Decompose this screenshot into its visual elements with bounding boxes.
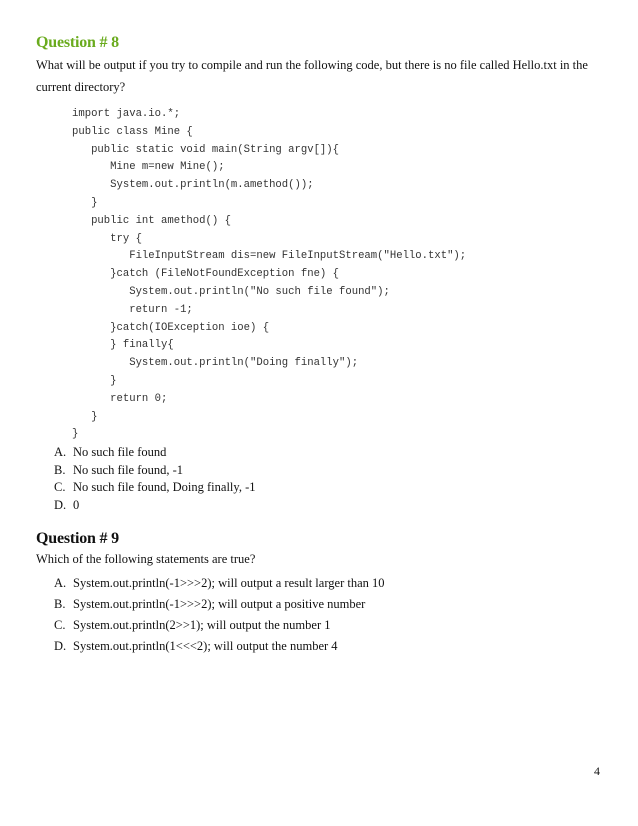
option-a: [54, 573, 385, 594]
option-letter: C.: [54, 480, 66, 494]
question-9-text: Which of the following statements are true?: [36, 552, 256, 566]
code-line: import java.io.*;: [72, 108, 181, 120]
code-line: System.out.println("No such file found");: [72, 285, 390, 298]
option-b: [54, 594, 385, 615]
code-line: public class Mine {: [72, 125, 193, 138]
code-line: public static void main(String argv[]){: [72, 143, 340, 156]
question-8-options: [54, 444, 256, 514]
option-text: System.out.println(-1>>>2); will output a result larger than 10: [73, 576, 385, 590]
option-letter: A.: [54, 576, 67, 590]
code-block: [72, 106, 466, 444]
option-d: [54, 497, 256, 515]
code-line: System.out.println("Doing finally");: [72, 357, 359, 370]
page-number: 4: [594, 764, 600, 778]
code-line: return 0;: [72, 392, 168, 405]
code-line: System.out.println(m.amethod());: [72, 179, 314, 192]
code-line: FileInputStream dis=new FileInputStream("Hello.txt");: [72, 250, 467, 263]
option-c: [54, 615, 385, 636]
code-line: Mine m=new Mine();: [72, 161, 225, 174]
code-line: }: [72, 428, 79, 441]
question-9-title: Question # 9: [36, 530, 119, 547]
code-line: return -1;: [72, 303, 193, 316]
code-line: public int amethod() {: [72, 214, 231, 227]
option-text: System.out.println(2>>1); will output the number 1: [73, 618, 331, 632]
option-a: [54, 444, 256, 462]
option-letter: C.: [54, 618, 66, 632]
option-text: System.out.println(1<<<2); will output the number 4: [73, 639, 338, 653]
code-line: }catch(IOException ioe) {: [72, 321, 270, 334]
option-letter: A.: [54, 445, 67, 459]
option-b: [54, 462, 256, 480]
option-letter: D.: [54, 497, 67, 512]
option-letter: B.: [54, 462, 66, 477]
code-line: } finally{: [72, 339, 174, 352]
option-d: [54, 636, 385, 657]
option-text: 0: [73, 497, 80, 512]
option-text: No such file found: [73, 445, 167, 459]
option-text: No such file found, Doing finally, -1: [73, 480, 256, 494]
option-letter: B.: [54, 597, 66, 611]
code-line: }: [72, 374, 117, 387]
code-line: }: [72, 410, 98, 423]
option-c: [54, 479, 256, 497]
question-8-title: Question # 8: [36, 34, 119, 51]
code-line: try {: [72, 232, 142, 245]
code-line: }catch (FileNotFoundException fne) {: [72, 268, 340, 281]
option-text: No such file found, -1: [73, 462, 184, 477]
code-line: }: [72, 196, 98, 209]
option-letter: D.: [54, 639, 67, 653]
option-text: System.out.println(-1>>>2); will output a positive number: [73, 597, 366, 611]
question-9-options: [54, 573, 385, 657]
question-8-text: What will be output if you try to compile and run the following code, but there is no file called Hello.txt in the current directory?: [36, 58, 588, 94]
